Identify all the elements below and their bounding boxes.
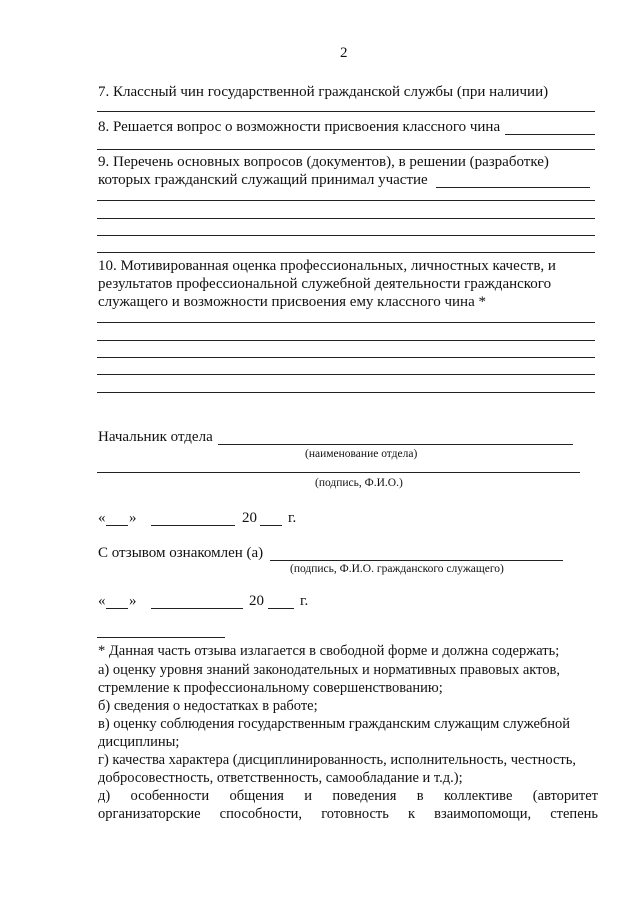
section-10-text-line3: служащего и возможности присвоения ему классного чина * xyxy=(98,294,486,310)
date-1-year-suffix: г. xyxy=(288,510,297,526)
section-9-text-line2: которых гражданский служащий принимал участие xyxy=(98,172,428,188)
date-1-open-quote: « xyxy=(98,510,106,526)
section-10-text-line1: 10. Мотивированная оценка профессиональных, личностных качеств, и xyxy=(98,258,556,274)
date-2-day-field[interactable] xyxy=(106,608,128,609)
head-of-department-label: Начальник отдела xyxy=(98,429,213,445)
footnote-item-d-line1-text: д) особенности общения и поведения в коллективе (авторитет xyxy=(98,788,598,804)
footnote-item-g-line1: г) качества характера (дисциплинированность, исполнительность, честность, xyxy=(98,752,576,768)
head-signature-caption: (подпись, Ф.И.О.) xyxy=(315,477,403,489)
date-2-year-prefix: 20 xyxy=(249,593,264,609)
footnote-item-d-line2-text: организаторские способности, готовность к взаимопомощи, степень xyxy=(98,806,598,822)
date-2-year-field[interactable] xyxy=(268,608,294,609)
page-number: 2 xyxy=(340,45,348,61)
section-9-field-line-4[interactable] xyxy=(97,252,595,253)
section-9-text-line1: 9. Перечень основных вопросов (документов), в решении (разработке) xyxy=(98,154,549,170)
section-10-field-line-4[interactable] xyxy=(97,374,595,375)
date-1-close-quote: » xyxy=(129,510,137,526)
department-name-field-line[interactable] xyxy=(218,444,573,445)
footnote-item-b: б) сведения о недостатках в работе; xyxy=(98,698,318,714)
section-7-field-line[interactable] xyxy=(97,111,595,112)
date-2-year-suffix: г. xyxy=(300,593,309,609)
section-10-field-line-5[interactable] xyxy=(97,392,595,393)
acknowledgement-label: С отзывом ознакомлен (а) xyxy=(98,545,264,561)
date-1-year-field[interactable] xyxy=(260,525,282,526)
footnote-item-a-line2: стремление к профессиональному совершенствованию; xyxy=(98,680,443,696)
section-7-text: 7. Классный чин государственной гражданской службы (при наличии) xyxy=(98,84,549,100)
acknowledgement-signature-field-line[interactable] xyxy=(270,560,563,561)
section-10-field-line-1[interactable] xyxy=(97,322,595,323)
section-10-field-line-3[interactable] xyxy=(97,357,595,358)
department-name-caption: (наименование отдела) xyxy=(305,448,418,460)
date-1-day-field[interactable] xyxy=(106,525,128,526)
section-8-text: 8. Решается вопрос о возможности присвоения классного чина xyxy=(98,119,501,135)
footnote-item-a-line1: а) оценку уровня знаний законодательных и нормативных правовых актов, xyxy=(98,662,560,678)
date-2-open-quote: « xyxy=(98,593,106,609)
footnote-item-g-line2: добросовестность, ответственность, самообладание и т.д.); xyxy=(98,770,463,786)
section-8-inline-field-line[interactable] xyxy=(505,134,595,135)
footnote-item-d-line2 xyxy=(98,805,598,823)
footnote-intro: * Данная часть отзыва излагается в свободной форме и должна содержать; xyxy=(98,643,560,659)
footnote-item-v-line1: в) оценку соблюдения государственным гражданским служащим служебной xyxy=(98,716,571,732)
section-9-field-line-1[interactable] xyxy=(97,200,595,201)
acknowledgement-caption: (подпись, Ф.И.О. гражданского служащего) xyxy=(290,563,504,575)
section-8-field-line[interactable] xyxy=(97,149,595,150)
section-10-text-line2: результатов профессиональной служебной деятельности гражданского xyxy=(98,276,552,292)
date-1-year-prefix: 20 xyxy=(242,510,257,526)
section-10-field-line-2[interactable] xyxy=(97,340,595,341)
footnote-item-v-line2: дисциплины; xyxy=(98,734,180,750)
date-1-month-field[interactable] xyxy=(151,525,235,526)
date-2-close-quote: » xyxy=(129,593,137,609)
date-2-month-field[interactable] xyxy=(151,608,243,609)
section-9-field-line-2[interactable] xyxy=(97,218,595,219)
footnote-separator xyxy=(97,637,225,638)
footnote-item-d-line1 xyxy=(98,787,598,805)
head-signature-field-line[interactable] xyxy=(97,472,580,473)
section-9-inline-field-line[interactable] xyxy=(436,187,590,188)
section-9-field-line-3[interactable] xyxy=(97,235,595,236)
